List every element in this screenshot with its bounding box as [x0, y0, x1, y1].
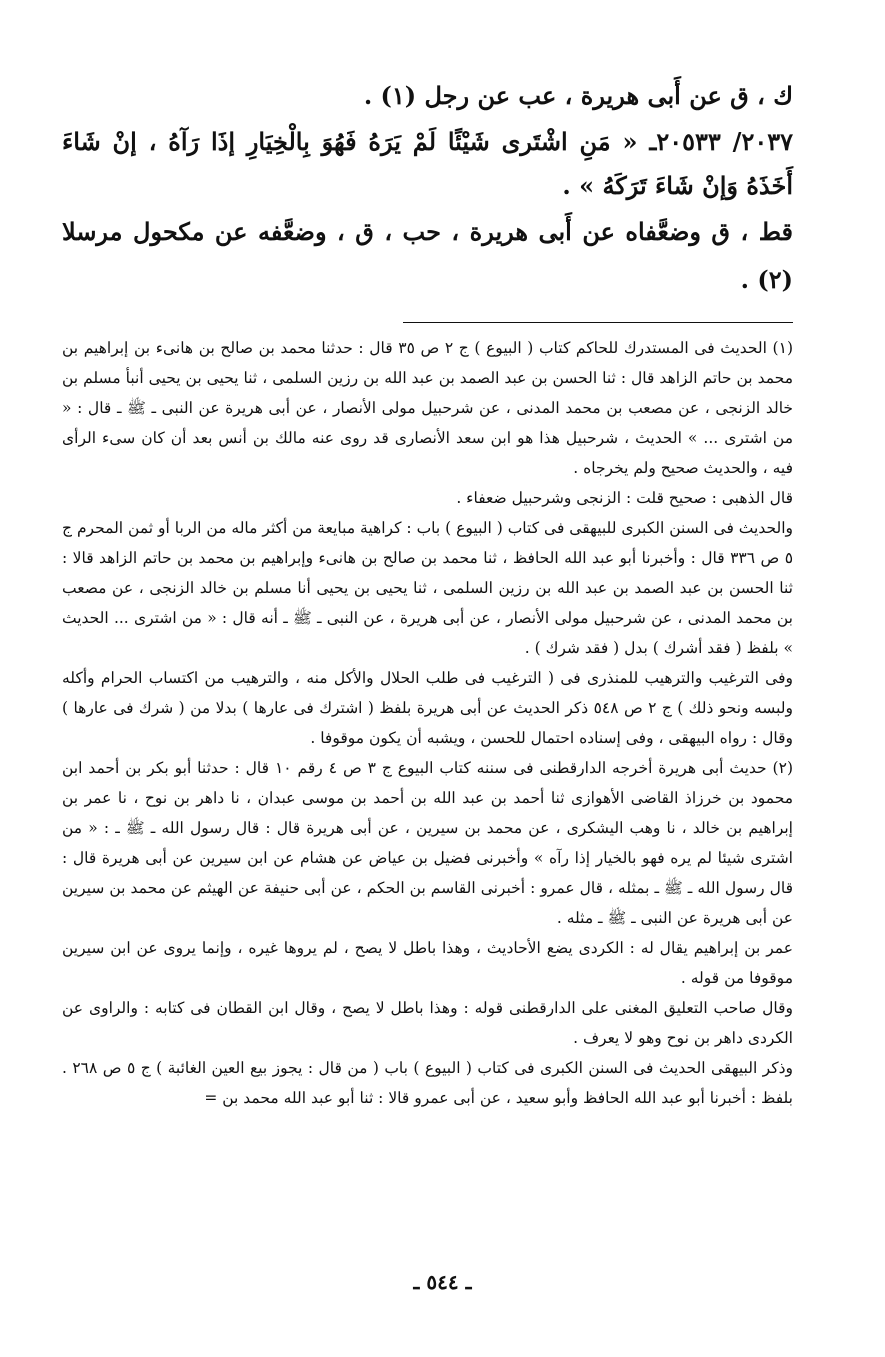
footnote-separator [403, 322, 793, 323]
footnote-paragraph: قال الذهبى : صحيح قلت : الزنجى وشرحبيل ضعفاء . [456, 489, 793, 507]
main-text [62, 72, 793, 304]
footnote-paragraph: والحديث فى السنن الكبرى للبيهقى فى كتاب ( البيوع ) باب : كراهية مبايعة من أكثر ماله من الربا أو ثمن المحرم ج ٥ ص ٣٣٦ قال : وأخبرنا أبو عبد الله الحافظ ، ثنا محمد بن صالح بن هانىء وإبراهيم بن محمد بن حاتم الزاهد قالا : ثنا الحسن بن عبد الصمد بن عبد الله بن رزين السلمى ، ثنا يحيى بن يحيى أنا مسلم بن خالد الزنجى ، عن مصعب بن محمد المدنى ، عن شرحبيل مولى الأنصار ، عن أبى هريرة ، عن النبى ـ ﷺ ـ أنه قال : « من اشترى ... الحديث » بلفظ ( فقد أشرك ) بدل ( فقد شرك ) . [62, 519, 794, 657]
page-number: ـ ٥٤٤ ـ [413, 1270, 472, 1294]
footnote-paragraph: وفى الترغيب والترهيب للمنذرى فى ( الترغيب فى طلب الحلال والأكل منه ، والترهيب من اكتساب الحرام وأكله ولبسه ونحو ذلك ) ج ٢ ص ٥٤٨ ذكر الحديث عن أبى هريرة بلفظ ( اشترك فى عارها ) بدلا من ( شرك فى عارها ) وقال : رواه البيهقى ، وفى إسناده احتمال للحسن ، ويشبه أن يكون موقوفا . [62, 669, 793, 747]
main-line-1: ك ، ق عن أَبى هريرة ، عب عن رجل (١) . [363, 81, 793, 110]
footnote-paragraph: وقال صاحب التعليق المغنى على الدارقطنى قوله : وهذا باطل لا يصح ، وقال ابن القطان فى كتابه : والراوى عن الكردى داهر بن نوح وهو لا يعرف . [62, 999, 793, 1047]
footnote-paragraph: عمر بن إبراهيم يقال له : الكردى يضع الأحاديث ، وهذا باطل لا يصح ، لم يروها غيره ، وإنما يروى عن ابن سيرين موقوفا من قوله . [62, 939, 793, 987]
footnote-paragraph: وذكر البيهقى الحديث فى السنن الكبرى فى كتاب ( البيوع ) باب ( من قال : يجوز بيع العين الغائبة ) ج ٥ ص ٢٦٨ . بلفظ : أخبرنا أبو عبد الله الحافظ وأبو سعيد ، عن أبى عمرو قالا : ثنا أبو عبد الله محمد بن = [62, 1059, 793, 1107]
main-line-3: قط ، ق وضعَّفاه عن أَبى هريرة ، حب ، ق ، وضعَّفه عن مكحول مرسلا (٢) . [62, 217, 793, 294]
footnotes [62, 333, 793, 1113]
footnote-2: (٢) حديث أبى هريرة أخرجه الدارقطنى فى سننه كتاب البيوع ج ٣ ص ٤ رقم ١٠ قال : حدثنا أبو بكر بن أحمد ابن محمود بن خرزاذ القاضى الأهوازى ثنا أحمد بن عبد الله بن أحمد بن موسى عبدان ، نا داهر بن نوح ، نا عمر بن إبراهيم بن خالد ، نا وهب اليشكرى ، عن محمد بن سيرين ، عن أبى هريرة قال : قال رسول الله ـ ﷺ ـ : « من اشترى شيئا لم يره فهو بالخيار إذا رآه » وأخبرنى فضيل بن عياض عن هشام عن ابن سيرين عن أبى هريرة قال : قال رسول الله ـ ﷺ ـ بمثله ، قال عمرو : أخبرنى القاسم بن الحكم ، عن أبى حنيفة عن الهيثم عن محمد بن سيرين عن أبى هريرة عن النبى ـ ﷺ ـ مثله . [62, 759, 793, 927]
footnote-1: (١) الحديث فى المستدرك للحاكم كتاب ( البيوع ) ج ٢ ص ٣٥ قال : حدثنا محمد بن صالح بن هانىء بن إبراهيم بن محمد بن حاتم الزاهد قال : ثنا الحسن بن عبد الصمد بن عبد الله بن رزين السلمى ، ثنا يحيى بن يحيى أنبأ مسلم بن خالد الزنجى ، عن مصعب بن محمد المدنى ، عن شرحبيل مولى الأنصار ، عن أبى هريرة عن النبى ـ ﷺ ـ قال : « من اشترى ... » الحديث ، شرحبيل هذا هو ابن سعد الأنصارى قد روى عنه مالك بن أنس بعد أن كان سىء الرأى فيه ، والحديث صحيح ولم يخرجاه . [62, 339, 793, 477]
hadith-text: ٢٠٣٧/ ٢٠٥٣٣ـ « مَنِ اشْتَرى شَيْئًا لَمْ يَرَهُ فَهُوَ بِالْخِيَارِ إذَا رَآهُ ، إنْ شَاءَ أَخَذَهُ وَإنْ شَاءَ تَرَكَهُ » . [62, 127, 793, 200]
